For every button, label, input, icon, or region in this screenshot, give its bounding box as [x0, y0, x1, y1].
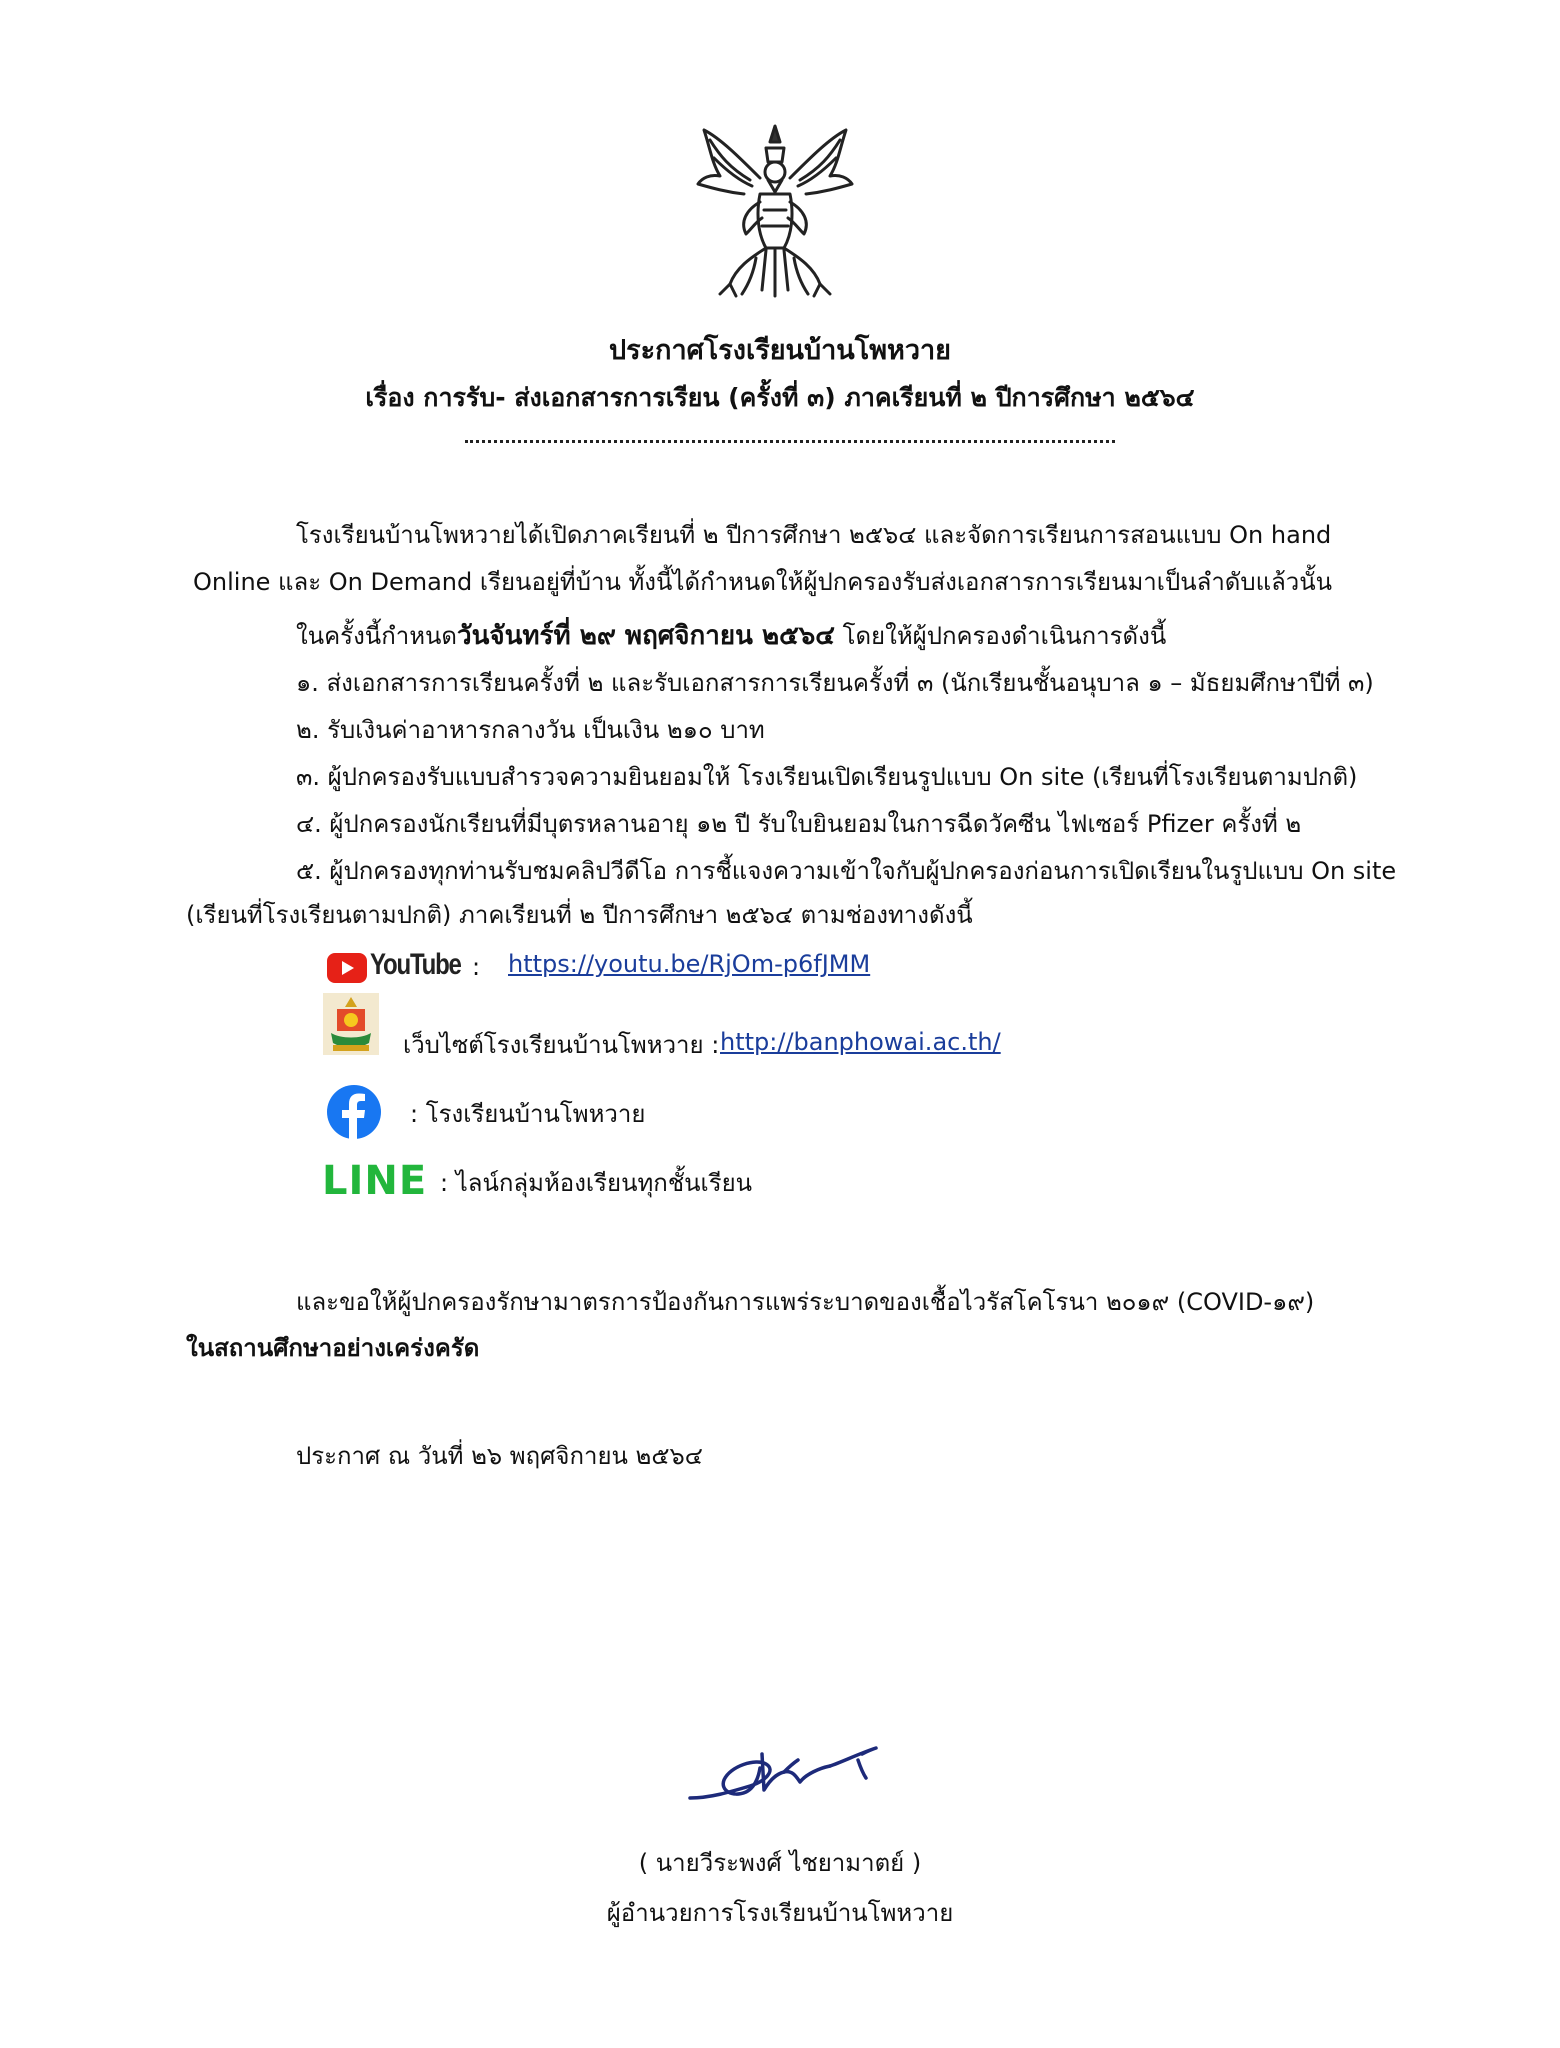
paragraph-text: ในครั้งนี้กำหนด [296, 622, 458, 650]
list-item: ๓. ผู้ปกครองรับแบบสำรวจความยินยอมให้ โรงเรียนเปิดเรียนรูปแบบ On site (เรียนที่โรงเรียนตามปกติ) [296, 763, 1358, 791]
signer-name: ( นายวีระพงศ์ ไชยามาตย์ ) [638, 1849, 922, 1877]
line-icon: LINE [322, 1158, 428, 1204]
youtube-icon [327, 948, 459, 988]
garuda-emblem-icon [690, 118, 860, 303]
list-item: ๒. รับเงินค่าอาหารกลางวัน เป็นเงิน ๒๑๐ บาท [296, 716, 765, 744]
signer-title: ผู้อำนวยการโรงเรียนบ้านโพหวาย [606, 1899, 954, 1927]
paragraph-line [296, 621, 1166, 651]
list-item-continued: (เรียนที่โรงเรียนตามปกติ) ภาคเรียนที่ ๒ ปีการศึกษา ๒๕๖๔ ตามช่องทางดังนี้ [186, 901, 973, 929]
paragraph-line: โรงเรียนบ้านโพหวายได้เปิดภาคเรียนที่ ๒ ปีการศึกษา ๒๕๖๔ และจัดการเรียนการสอนแบบ On hand [296, 521, 1332, 549]
youtube-link[interactable]: https://youtu.be/RjOm-p6fJMM [508, 950, 871, 978]
closing-line: และขอให้ผู้ปกครองรักษามาตรการป้องกันการแพร่ระบาดของเชื้อไวรัสโคโรนา ๒๐๑๙ (COVID-๑๙) [296, 1288, 1315, 1316]
signature-image [680, 1720, 890, 1810]
document-title: ประกาศโรงเรียนบ้านโพหวาย [609, 335, 951, 366]
document-subject: เรื่อง การรับ- ส่งเอกสารการเรียน (ครั้งที่ ๓) ภาคเรียนที่ ๒ ปีการศึกษา ๒๕๖๔ [365, 383, 1195, 412]
line-label: : ไลน์กลุ่มห้องเรียนทุกชั้นเรียน [440, 1169, 753, 1197]
date-highlight: วันจันทร์ที่ ๒๙ พฤศจิกายน ๒๕๖๔ [457, 621, 835, 651]
facebook-label: : โรงเรียนบ้านโพหวาย [410, 1100, 646, 1128]
website-link[interactable]: http://banphowai.ac.th/ [720, 1028, 1001, 1056]
list-item: ๔. ผู้ปกครองนักเรียนที่มีบุตรหลานอายุ ๑๒ ปี รับใบยินยอมในการฉีดวัคซีน ไฟเซอร์ Pfizer ครั้งที่ ๒ [296, 810, 1302, 838]
website-label: เว็บไซต์โรงเรียนบ้านโพหวาย : [403, 1031, 720, 1059]
closing-line: ในสถานศึกษาอย่างเคร่งครัด [186, 1334, 480, 1362]
list-item: ๕. ผู้ปกครองทุกท่านรับชมคลิปวีดีโอ การชี้แจงความเข้าใจกับผู้ปกครองก่อนการเปิดเรียนในรูปแบบ On site [296, 857, 1397, 885]
facebook-icon [327, 1085, 381, 1139]
youtube-logo-text: YouTube [370, 948, 461, 981]
announce-date: ประกาศ ณ วันที่ ๒๖ พฤศจิกายน ๒๕๖๔ [296, 1442, 703, 1470]
school-emblem-icon [323, 993, 379, 1055]
dotted-divider [465, 440, 1115, 443]
paragraph-text: โดยให้ผู้ปกครองดำเนินการดังนี้ [834, 622, 1167, 650]
list-item: ๑. ส่งเอกสารการเรียนครั้งที่ ๒ และรับเอกสารการเรียนครั้งที่ ๓ (นักเรียนชั้นอนุบาล ๑ – มัธยมศึกษาปีที่ ๓) [296, 669, 1374, 697]
paragraph-line: Online และ On Demand เรียนอยู่ที่บ้าน ทั้งนี้ได้กำหนดให้ผู้ปกครองรับส่งเอกสารการเรียนมาเป็นลำดับแล้วนั้น [193, 568, 1333, 596]
youtube-colon: : [472, 953, 481, 981]
